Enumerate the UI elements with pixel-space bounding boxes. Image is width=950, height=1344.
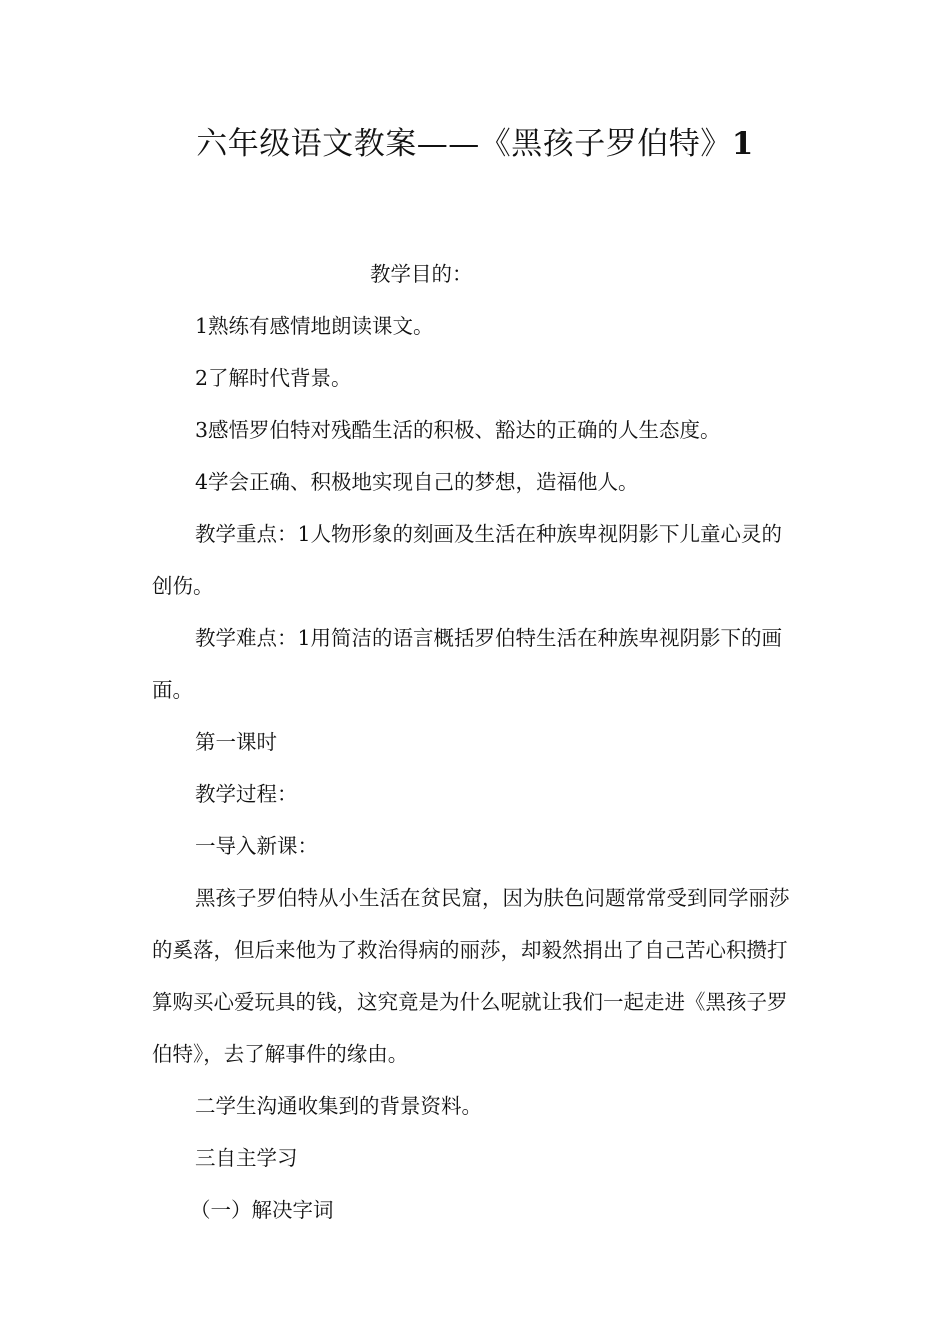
goal-item-2: 2了解时代背景。 [195, 366, 352, 390]
teaching-difficulty: 教学难点：1用简洁的语言概括罗伯特生活在种族卑视阴影下的画面。 [152, 626, 783, 702]
introduction-paragraph: 黑孩子罗伯特从小生活在贫民窟，因为肤色问题常常受到同学丽莎的奚落，但后来他为了救治得病的丽莎，却毅然捐出了自己苦心积攒打算购买心爱玩具的钱，这究竟是为什么呢就让我们一起走进《黑孩子罗伯特》，去了解事件的缘由。 [152, 886, 790, 1066]
teaching-focus: 教学重点：1人物形象的刻画及生活在种族卑视阴影下儿童心灵的创伤。 [152, 522, 783, 598]
section-self-study: 三自主学习 [195, 1146, 298, 1170]
goal-item-1: 1熟练有感情地朗读课文。 [195, 314, 434, 338]
title-number: 1 [731, 126, 754, 162]
goal-item-4: 4学会正确、积极地实现自己的梦想，造福他人。 [195, 470, 639, 494]
teaching-goals-heading: 教学目的： [370, 262, 473, 286]
first-lesson-heading: 第一课时 [195, 730, 277, 754]
teaching-process-heading: 教学过程： [195, 782, 298, 806]
goal-item-3: 3感悟罗伯特对残酷生活的积极、豁达的正确的人生态度。 [195, 418, 721, 442]
document-title [0, 122, 950, 166]
subsection-vocabulary: （一）解决字词 [190, 1198, 334, 1222]
title-text: 六年级语文教案——《黑孩子罗伯特》 [196, 126, 732, 162]
section-background: 二学生沟通收集到的背景资料。 [195, 1094, 482, 1118]
section-introduction: 一导入新课： [195, 834, 318, 858]
document-body [152, 248, 800, 1236]
